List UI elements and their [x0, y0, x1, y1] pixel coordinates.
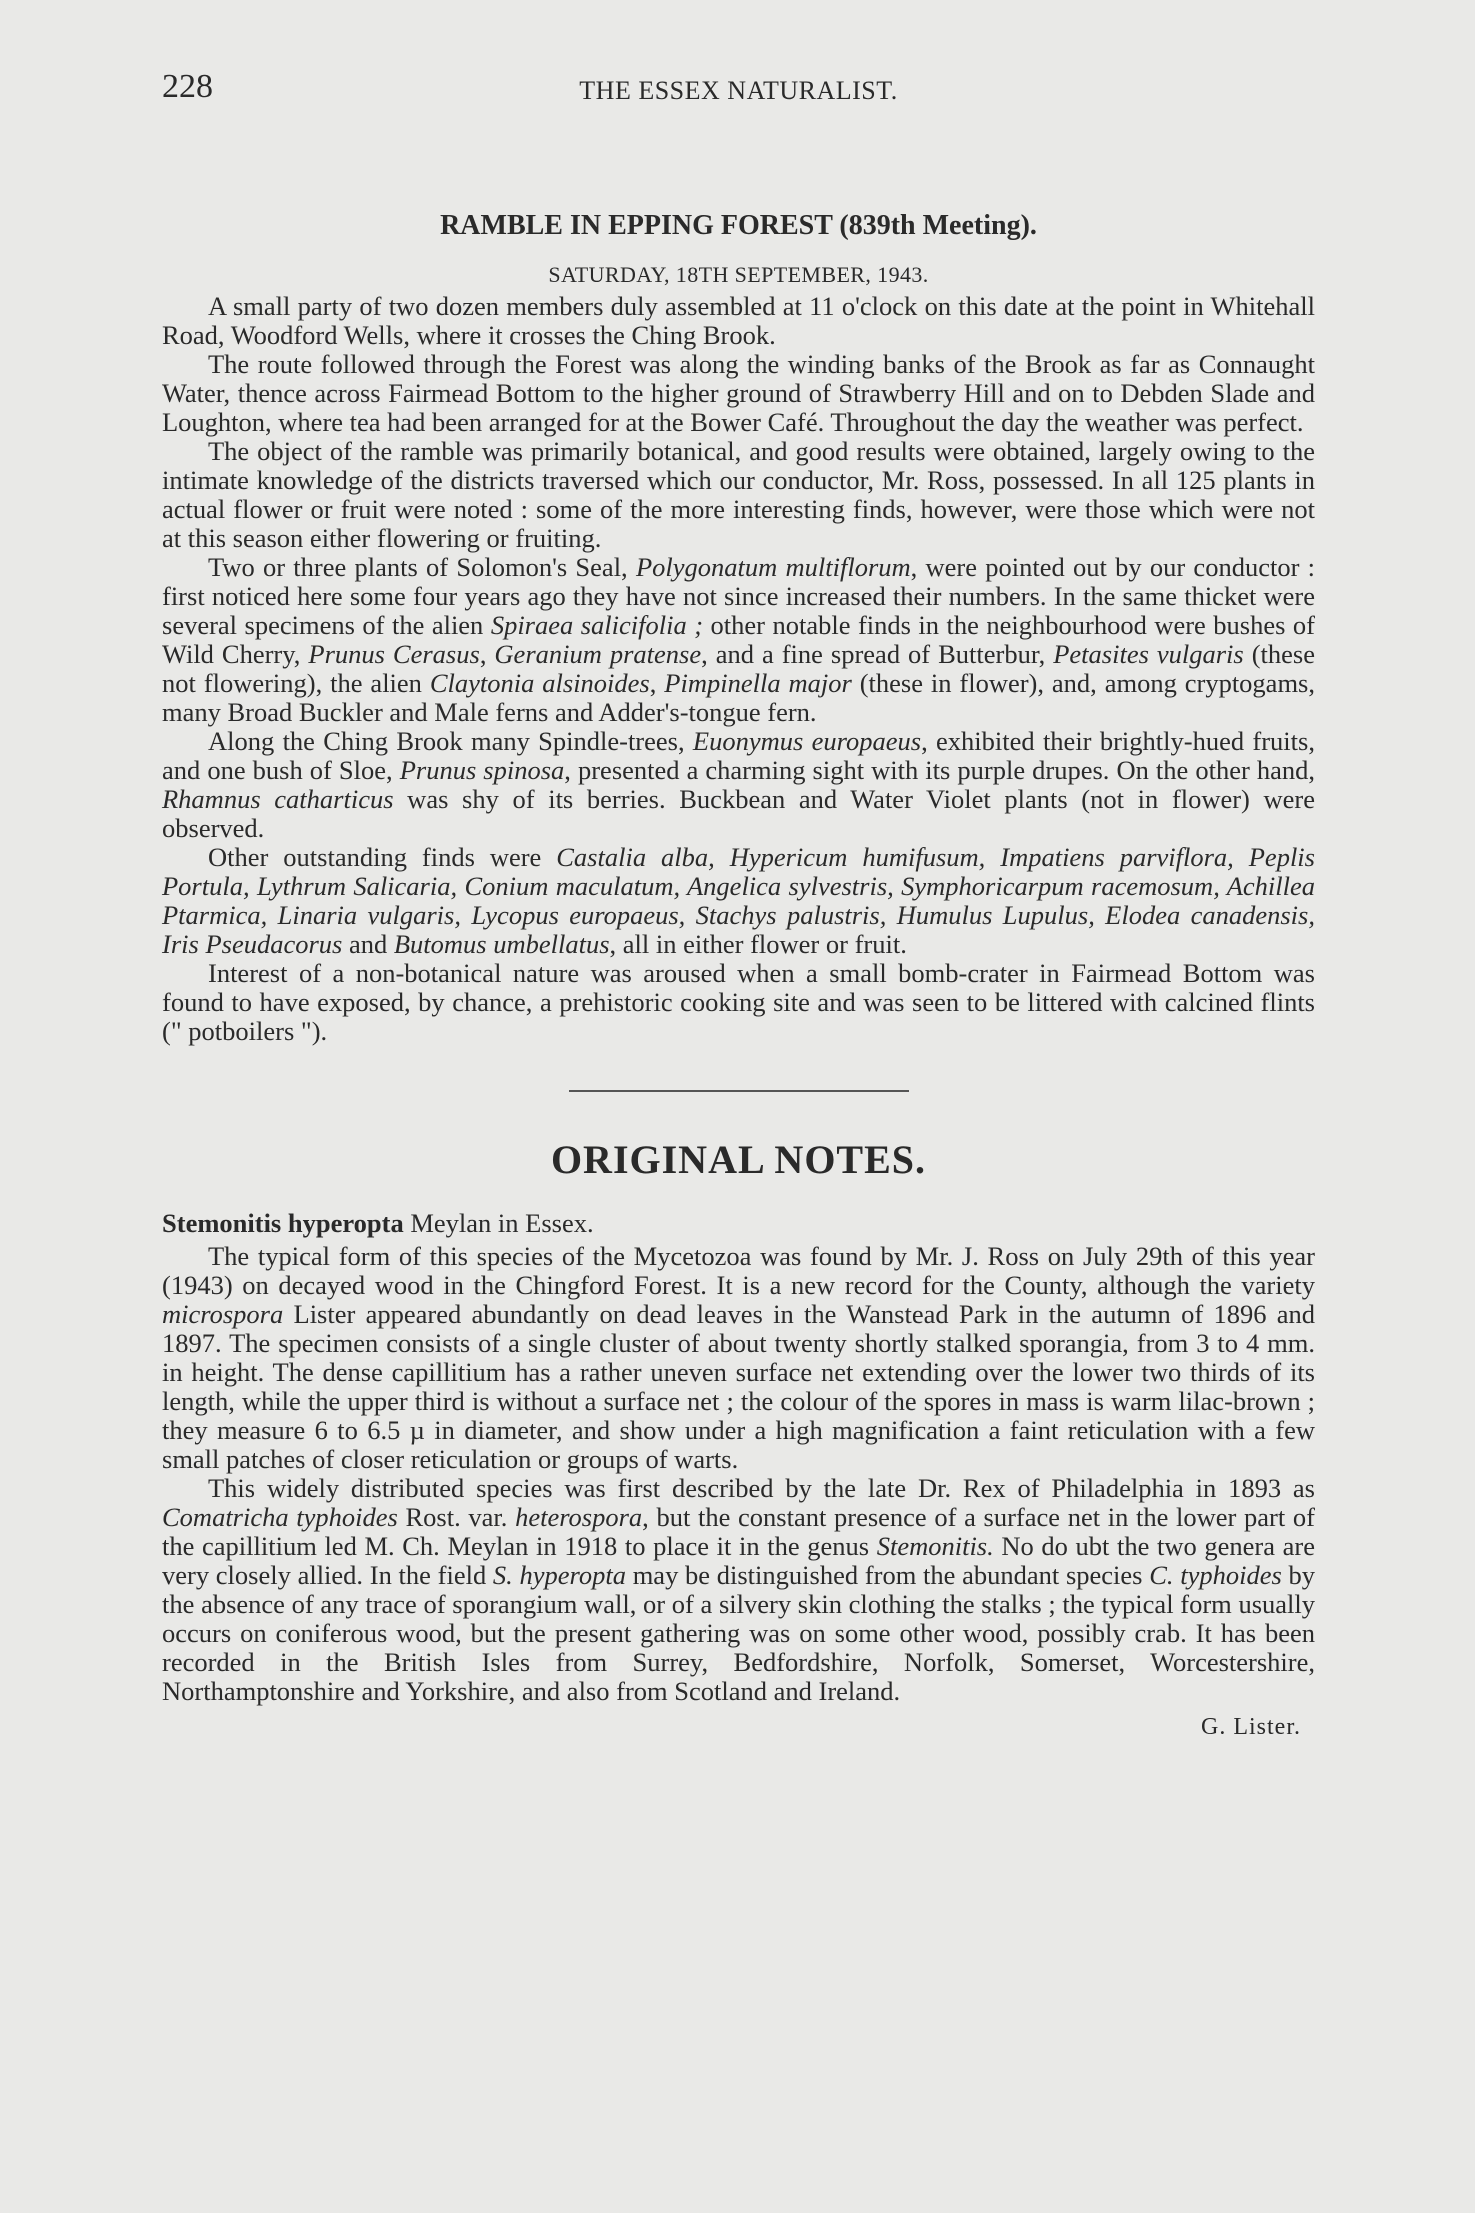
text: ,	[479, 639, 495, 669]
text: , presented a charming sight with its purple drupes. On the other hand,	[564, 755, 1315, 785]
text: ,	[649, 668, 665, 698]
species-name: Rhamnus catharticus	[162, 784, 394, 814]
note-paragraph-2	[162, 1474, 1315, 1706]
ramble-paragraph-7: Interest of a non-botanical nature was aroused when a small bomb-crater in Fairmead Bottom was found to have exposed, by chance, a prehistoric cooking site and was seen to be littered with calcined flints (" potboilers ").	[162, 958, 1315, 1046]
text: This widely distributed species was first described by the late Dr. Rex of Philadelphia in 1893 as	[208, 1473, 1315, 1503]
meeting-date-text: SATURDAY, 18TH SEPTEMBER, 1943.	[548, 262, 929, 287]
text: may be distinguished from the abundant species	[625, 1560, 1150, 1590]
journal-title: THE ESSEX NATURALIST.	[579, 76, 898, 105]
species-name: Spiraea salicifolia ;	[490, 610, 704, 640]
ramble-paragraph-3: The object of the ramble was primarily botanical, and good results were obtained, largely owing to the intimate knowledge of the districts traversed which our conductor, Mr. Ross, possessed. In all 125 plants in actual flower or fruit were noted : some of the more interesting finds, however, were those which were not at this season either flowering or fruiting.	[162, 436, 1315, 553]
ramble-paragraph-6	[162, 843, 1315, 959]
species-name: Butomus umbellatus	[393, 929, 610, 959]
ramble-title: RAMBLE IN EPPING FOREST (839th Meeting).	[440, 210, 1037, 241]
section-divider	[569, 1090, 909, 1092]
author-signature: G. Lister.	[1201, 1714, 1301, 1740]
ramble-paragraph-4	[162, 553, 1315, 727]
species-name: Stemonitis.	[876, 1531, 994, 1561]
text: , were pointed out by our conductor : first noticed here some four years ago they have not since increased their numbers. In the same thicket were several specimens of the alien	[162, 552, 1316, 640]
text: , but the constant presence of a surface net in the lower part of the capillitium led M. Ch. Meylan in 1918 to place it in the genus	[162, 1502, 1315, 1561]
text: by the absence of any trace of sporangium wall, or of a silvery skin clothing the stalks ; the typical form usually occurs on coniferous wood, but the present gathering was on some other wood, possibly crab. It has been recorded in the British Isles from Surrey, Bedfordshire, Norfolk, Somerset, Worcestershire, Northamptonshire and Yorkshire, and also from Scotland and Ireland.	[162, 1560, 1315, 1706]
text: Rost. var.	[397, 1502, 516, 1532]
text: No do ubt the two genera are very closely allied. In the field	[162, 1531, 1315, 1590]
species-name: S. hyperopta	[492, 1560, 626, 1590]
species-name: Polygonatum multiflorum	[635, 552, 911, 582]
text: , exhibited their brightly-hued fruits, and one bush of Sloe,	[162, 726, 1315, 785]
species-name: Prunus spinosa	[399, 755, 565, 785]
note-heading-species: Stemonitis hyperopta	[162, 1208, 404, 1238]
page-number: 228	[162, 68, 213, 105]
species-name: Pimpinella major	[664, 668, 852, 698]
text: and	[342, 929, 394, 959]
species-name: Geranium pratense	[494, 639, 702, 669]
ramble-paragraph-1: A small party of two dozen members duly assembled at 11 o'clock on this date at the point in Whitehall Road, Woodford Wells, where it crosses the Ching Brook.	[162, 291, 1315, 350]
species-name: Euonymus europaeus	[692, 726, 922, 756]
text: (these in flower), and, among cryptogams, many Broad Buckler and Male ferns and Adder's-tongue fern.	[162, 668, 1315, 727]
note-paragraph-1	[162, 1242, 1315, 1474]
text: The typical form of this species of the Mycetozoa was found by Mr. J. Ross on July 29th of this year (1943) on decayed wood in the Chingford Forest. It is a new record for the County, although the variety	[162, 1241, 1315, 1300]
text: Other outstanding finds were	[208, 842, 557, 872]
species-name: heterospora	[515, 1502, 643, 1532]
text: was shy of its berries. Buckbean and Water Violet plants (not in flower) were observed.	[162, 784, 1316, 843]
notes-title: ORIGINAL NOTES.	[550, 1137, 927, 1182]
text: , and a fine spread of Butterbur,	[701, 639, 1054, 669]
running-head	[162, 68, 1315, 128]
note-heading-rest: Meylan in Essex.	[403, 1208, 594, 1238]
species-name: C. typhoides	[1149, 1560, 1282, 1590]
ramble-paragraph-5	[162, 727, 1315, 843]
note-heading	[162, 1209, 1315, 1238]
species-name: Petasites vulgaris	[1053, 639, 1244, 669]
species-list: Castalia alba, Hypericum humifusum, Impatiens parviflora, Peplis Portula, Lythrum Salicaria, Conium maculatum, Angelica sylvestris, Symphoricarpum racemosum, Achillea Ptarmica, Linaria vulgaris, Lycopus europaeus, Stachys palustris, Humulus Lupulus, Elodea canadensis, Iris Pseudacorus	[162, 842, 1315, 959]
species-name: Comatricha typhoides	[162, 1502, 398, 1532]
text: Two or three plants of Solomon's Seal,	[208, 552, 636, 582]
species-name: microspora	[162, 1299, 284, 1329]
ramble-paragraph-2: The route followed through the Forest was along the winding banks of the Brook as far as Connaught Water, thence across Fairmead Bottom to the higher ground of Strawberry Hill and on to Debden Slade and Loughton, where tea had been arranged for at the Bower Café. Throughout the day the weather was perfect.	[162, 349, 1315, 437]
text: other notable finds in the neighbourhood were bushes of Wild Cherry,	[162, 610, 1315, 669]
species-name: Claytonia alsinoides	[429, 668, 650, 698]
meeting-date	[162, 262, 1315, 288]
text: , all in either flower or fruit.	[609, 929, 907, 959]
text: (these not flowering), the alien	[162, 639, 1316, 698]
text: Along the Ching Brook many Spindle-trees,	[208, 726, 693, 756]
species-name: Prunus Cerasus	[308, 639, 480, 669]
text: Lister appeared abundantly on dead leaves in the Wanstead Park in the autumn of 1896 and 1897. The specimen consists of a single cluster of about twenty shortly stalked sporangia, from 3 to 4 mm. in height. The dense capillitium has a rather uneven surface net extending over the lower two thirds of its length, while the upper third is without a surface net ; the colour of the spores in mass is warm lilac-brown ; they measure 6 to 6.5 µ in diameter, and show under a high magnification a faint reticulation with a few small patches of closer reticulation or groups of warts.	[162, 1299, 1315, 1474]
